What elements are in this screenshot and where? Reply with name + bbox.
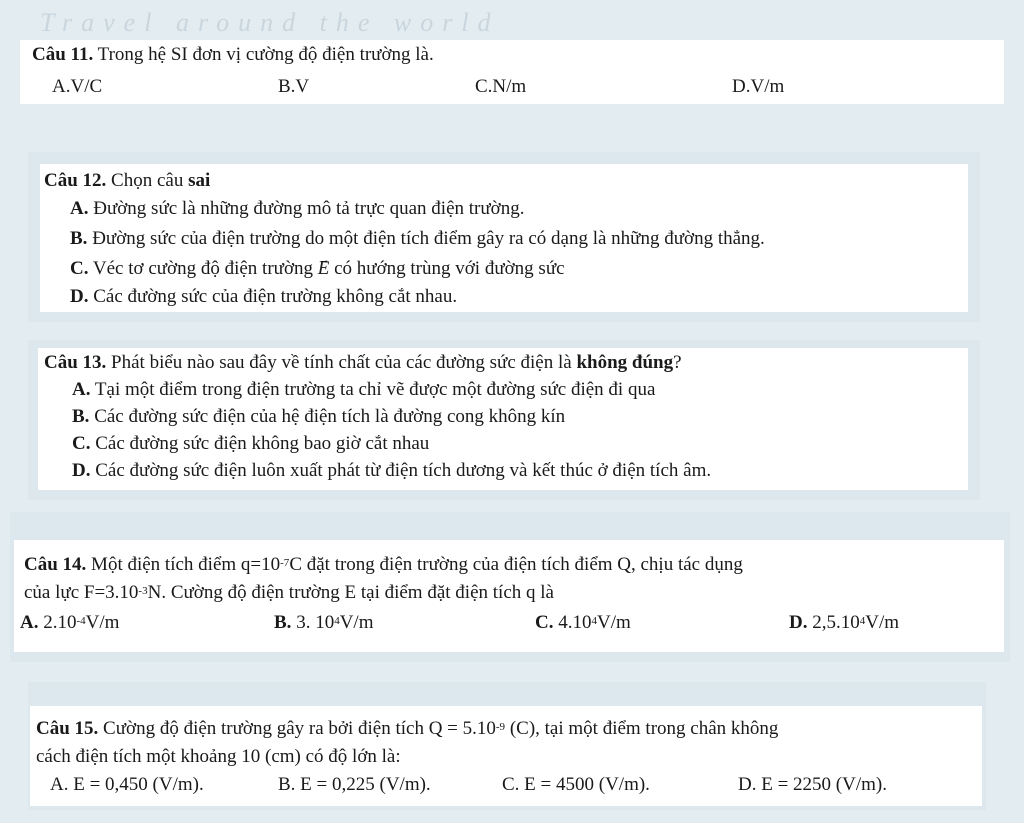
question-13-option-d[interactable] [72, 460, 711, 482]
question-12-option-b-text: Đường sức của điện trường do một điện tích điểm gây ra có dạng là những đường thẳng. [92, 228, 765, 249]
question-13-option-b[interactable] [72, 406, 565, 428]
question-13-label: Câu 13. [44, 352, 107, 373]
question-14-option-c-unit: V/m [596, 612, 631, 633]
question-11-option-b[interactable]: B.V [278, 76, 310, 97]
question-12-option-c-text-pre: Véc tơ cường độ điện trường [92, 258, 318, 279]
question-12-option-d-key: D. [70, 286, 89, 307]
question-14-label: Câu 14. [24, 554, 87, 575]
question-14-option-d-key: D. [789, 612, 808, 633]
question-14-option-d-exp: 4 [859, 615, 866, 627]
question-12-option-c-text-post: có hướng trùng với đường sức [329, 258, 565, 279]
question-14-option-a[interactable] [20, 612, 119, 634]
question-11-card [20, 40, 1004, 104]
question-11-label: Câu 11. [32, 44, 94, 65]
question-14-option-b-base: 3. 10 [296, 612, 335, 633]
question-15-line-1 [36, 718, 778, 740]
question-11-option-a[interactable]: A.V/C [52, 76, 103, 97]
question-14-option-c[interactable] [535, 612, 631, 634]
question-13-option-c-text: Các đường sức điện không bao giờ cắt nhau [95, 433, 430, 454]
question-12-label: Câu 12. [44, 170, 107, 191]
question-14-option-b-exp: 4 [334, 615, 340, 627]
question-11-option-d[interactable]: D.V/m [732, 76, 785, 97]
question-12-option-c-key: C. [70, 258, 89, 279]
question-15-option-a[interactable]: A. E = 0,450 (V/m). [50, 774, 204, 795]
question-14-line-2 [24, 582, 554, 604]
question-14-option-c-exp: 4 [591, 615, 597, 627]
question-13-option-c[interactable] [72, 433, 429, 455]
question-12-option-d-text: Các đường sức của điện trường không cắt nhau. [93, 286, 458, 307]
question-12-option-d[interactable] [70, 286, 457, 308]
question-12-text: Chọn câu [111, 170, 189, 191]
question-13-option-d-text: Các đường sức điện luôn xuất phát từ điện tích dương và kết thúc ở điện tích âm. [95, 460, 712, 481]
question-13-option-a-text: Tại một điểm trong điện trường ta chỉ vẽ được một đường sức điện đi qua [94, 379, 656, 400]
question-14-exp-2: -3 [138, 585, 148, 597]
question-15-line-2: cách điện tích một khoảng 10 (cm) có độ lớn là: [36, 746, 401, 767]
question-14-option-a-key: A. [20, 612, 39, 633]
question-13-option-b-text: Các đường sức điện của hệ điện tích là đường cong không kín [94, 406, 566, 427]
question-12-option-a-text: Đường sức là những đường mô tả trực quan điện trường. [93, 198, 525, 219]
question-13-option-a[interactable] [72, 379, 655, 401]
question-12-option-a-key: A. [70, 198, 89, 219]
question-14-option-b-key: B. [274, 612, 292, 633]
question-11-stem [32, 44, 434, 66]
question-14-card [14, 540, 1004, 652]
question-14-option-a-exp: -4 [76, 615, 86, 627]
question-14-option-d[interactable] [789, 612, 899, 634]
question-14-option-b[interactable] [274, 612, 373, 634]
question-12-stem [44, 170, 210, 192]
question-14-option-b-unit: V/m [339, 612, 374, 633]
question-11-text: Trong hệ SI đơn vị cường độ điện trường là. [97, 44, 434, 65]
question-14-text-2a: của lực F=3.10 [24, 582, 139, 603]
question-13-text: Phát biểu nào sau đây về tính chất của các đường sức điện là [111, 352, 577, 373]
question-15-option-d[interactable]: D. E = 2250 (V/m). [738, 774, 887, 795]
question-12-option-c[interactable] [70, 258, 565, 280]
question-13-question-mark: ? [673, 352, 682, 373]
question-12-card [40, 164, 968, 312]
question-15-option-b[interactable]: B. E = 0,225 (V/m). [278, 774, 431, 795]
question-15-option-c[interactable]: C. E = 4500 (V/m). [502, 774, 650, 795]
question-15-label: Câu 15. [36, 718, 99, 739]
question-15-exp: -9 [495, 721, 506, 733]
question-11-option-c[interactable]: C.N/m [475, 76, 527, 97]
question-13-option-a-key: A. [72, 379, 91, 400]
watermark-text: Travel around the world [40, 8, 500, 37]
vector-e-symbol: → E [318, 258, 330, 279]
question-14-option-d-base: 2,5.10 [812, 612, 860, 633]
question-14-text-2b: N. Cường độ điện trường E tại điểm đặt điện tích q là [147, 582, 554, 603]
question-14-text-1a: Một điện tích điểm q=10 [91, 554, 281, 575]
question-14-text-1b: C đặt trong điện trường của điện tích điểm Q, chịu tác dụng [289, 554, 743, 575]
question-12-option-a[interactable] [70, 198, 524, 220]
question-13-option-b-key: B. [72, 406, 90, 427]
question-14-option-c-key: C. [535, 612, 554, 633]
question-13-stem [44, 352, 682, 374]
question-14-option-c-base: 4.10 [558, 612, 592, 633]
question-13-option-d-key: D. [72, 460, 91, 481]
question-12-keyword: sai [188, 170, 211, 191]
question-14-option-a-base: 2.10 [43, 612, 77, 633]
question-12-option-b-key: B. [70, 228, 88, 249]
question-14-option-a-unit: V/m [85, 612, 120, 633]
question-13-keyword: không đúng [576, 352, 674, 373]
question-14-line-1 [24, 554, 743, 576]
question-14-exp-1: -7 [280, 557, 290, 569]
question-12-option-b[interactable] [70, 228, 765, 250]
question-15-text-1a: Cường độ điện trường gây ra bởi điện tích Q = 5.10 [103, 718, 496, 739]
question-13-card [38, 348, 968, 490]
question-15-text-1b: (C), tại một điểm trong chân không [505, 718, 779, 739]
question-13-option-c-key: C. [72, 433, 91, 454]
question-15-card [30, 706, 982, 806]
question-14-option-d-unit: V/m [865, 612, 900, 633]
